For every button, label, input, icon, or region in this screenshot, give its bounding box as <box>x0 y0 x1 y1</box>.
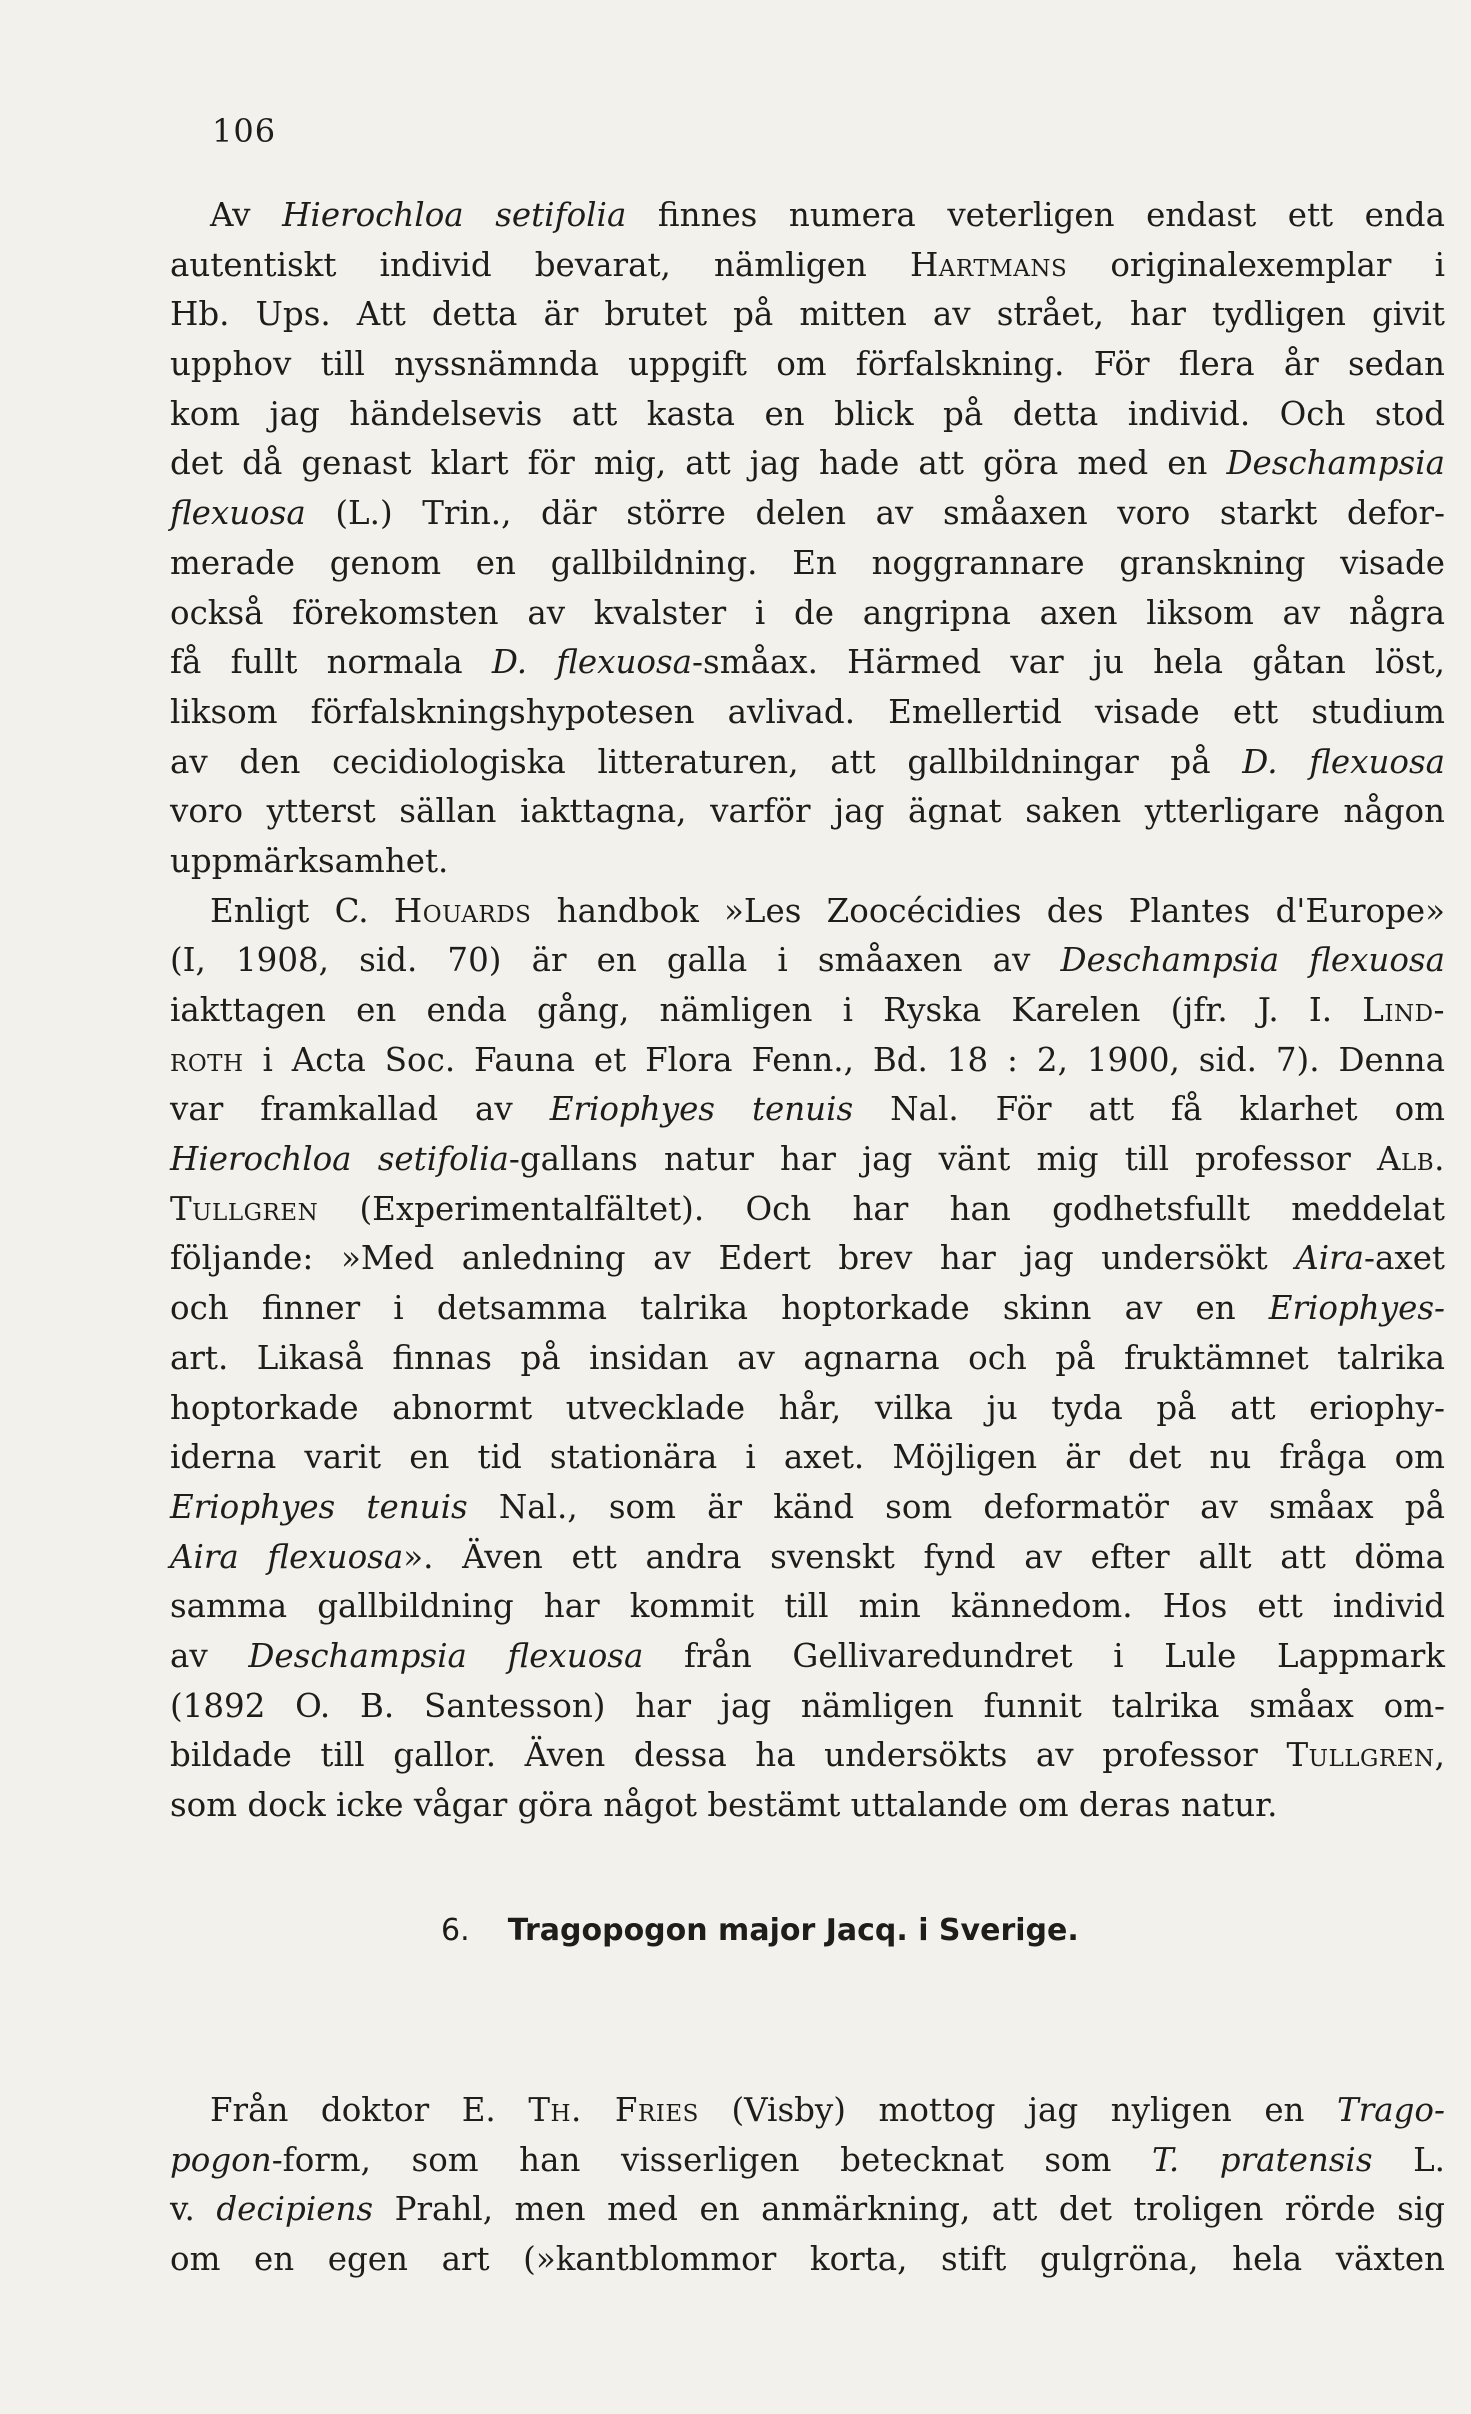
text-run: Från doktor E. <box>210 2091 529 2129</box>
text-run: (Visby) mottog jag nyligen en <box>698 2091 1338 2129</box>
italic-term: Trago- <box>1337 2091 1445 2129</box>
text-line <box>170 489 1445 539</box>
text-run: -form, som han visserligen betecknat som <box>271 2140 1152 2179</box>
text-run: (1892 O. B. Santesson) har jag nämligen funnit talrika småax om- <box>170 1686 1445 1725</box>
text-run: Nal. För att få klarhet om <box>853 1090 1445 1129</box>
text-run: L. <box>1372 2140 1445 2179</box>
text-line <box>170 2235 1445 2285</box>
text-run: upphov till nyssnämnda uppgift om förfalskning. För flera år sedan <box>170 345 1445 384</box>
text-run: -småax. Härmed var ju hela gåtan löst, <box>692 643 1445 682</box>
italic-term: flexuosa <box>170 494 306 533</box>
text-run: var framkallad av <box>170 1090 550 1129</box>
text-line <box>170 539 1445 589</box>
italic-term: pogon <box>170 2140 272 2179</box>
text-run: , <box>1434 1736 1445 1775</box>
text-run: liksom förfalskningshypotesen avlivad. Emellertid visade ett studium <box>170 692 1445 731</box>
text-line <box>170 191 1445 241</box>
small-caps-name: Alb. <box>1377 1140 1445 1179</box>
text-line <box>170 1433 1445 1483</box>
text-line <box>170 2185 1445 2235</box>
italic-term: T. pratensis <box>1152 2140 1373 2179</box>
text-line <box>170 1682 1445 1732</box>
text-line <box>170 1483 1445 1533</box>
text-run: iakttagen en enda gång, nämligen i Ryska Karelen (jfr. J. I. <box>170 991 1363 1029</box>
text-line <box>170 1185 1445 1235</box>
text-run: också förekomsten av kvalster i de angripna axen liksom av några <box>170 593 1445 632</box>
text-line <box>170 1632 1445 1682</box>
italic-term: Deschampsia flexuosa <box>1060 941 1445 980</box>
text-run: om en egen art (»kantblommor korta, stift gulgröna, hela växten <box>170 2240 1445 2279</box>
body-text-section-2 <box>170 2086 1445 2285</box>
italic-term: Aira <box>1295 1239 1365 1278</box>
text-run: uppmärksamhet. <box>170 841 449 880</box>
text-run: av den cecidiologiska litteraturen, att gallbildningar på <box>170 742 1243 781</box>
small-caps-name: Tullgren <box>170 1189 319 1228</box>
text-line <box>170 2086 1445 2136</box>
text-line <box>170 1234 1445 1284</box>
text-line <box>170 837 1445 887</box>
text-run: (I, 1908, sid. 70) är en galla i småaxen av <box>170 941 1061 980</box>
italic-term: Eriophyes tenuis <box>170 1487 468 1526</box>
text-run: som dock icke vågar göra något bestämt uttalande om deras natur. <box>170 1786 1278 1824</box>
italic-term: Deschampsia flexuosa <box>248 1636 644 1675</box>
text-run: Av <box>210 196 283 234</box>
text-run: få fullt normala <box>170 643 492 682</box>
section-number: 6. <box>441 1913 470 1948</box>
text-run: v. <box>170 2190 217 2229</box>
text-run: (L.) Trin., där större delen av småaxen voro starkt defor- <box>305 494 1445 533</box>
italic-term: Eriophyes tenuis <box>549 1090 854 1129</box>
text-line <box>170 1036 1445 1086</box>
text-line <box>170 887 1445 937</box>
text-line <box>170 1334 1445 1384</box>
italic-term: Aira flexuosa <box>170 1537 404 1576</box>
italic-term: Deschampsia <box>1226 444 1445 483</box>
text-run: kom jag händelsevis att kasta en blick på detta individ. Och stod <box>170 394 1445 433</box>
text-run: bildade till gallor. Även dessa ha undersökts av professor <box>170 1736 1287 1775</box>
text-line <box>170 439 1445 489</box>
text-run: voro ytterst sällan iakttagna, varför jag ägnat saken ytterligare någon <box>170 792 1445 831</box>
italic-term: D. flexuosa <box>491 643 693 682</box>
small-caps-name: Tullgren <box>1286 1736 1435 1775</box>
italic-term: decipiens <box>216 2190 374 2229</box>
small-caps-name: Houards <box>393 891 532 930</box>
text-run: Hb. Ups. Att detta är brutet på mitten av strået, har tydligen givit <box>170 295 1445 334</box>
text-run: från Gellivaredundret i Lule Lappmark <box>643 1636 1445 1675</box>
text-line <box>170 1781 1445 1831</box>
text-run: det då genast klart för mig, att jag hade att göra med en <box>170 444 1227 483</box>
text-line <box>170 1085 1445 1135</box>
text-line <box>170 986 1445 1036</box>
text-run: och finner i detsamma talrika hoptorkade skinn av en <box>170 1289 1269 1328</box>
small-caps-name: Hartmans <box>909 245 1068 284</box>
text-line <box>170 2136 1445 2186</box>
body-text-section <box>170 191 1445 1831</box>
text-run: i Acta Soc. Fauna et Flora Fenn., Bd. 18 : 2, 1900, sid. 7). Denna <box>243 1040 1445 1079</box>
text-line <box>170 290 1445 340</box>
text-run: art. Likaså finnas på insidan av agnarna och på fruktämnet talrika <box>170 1338 1445 1377</box>
text-line <box>170 340 1445 390</box>
text-run: iderna varit en tid stationära i axet. Möjligen är det nu fråga om <box>170 1438 1445 1477</box>
italic-term: Hierochloa setifolia <box>282 196 627 234</box>
text-run: (Experimentalfältet). Och har han godhetsfullt meddelat <box>318 1189 1445 1228</box>
text-run: -axet <box>1364 1239 1445 1278</box>
text-line <box>170 589 1445 639</box>
text-run: hoptorkade abnormt utvecklade hår, vilka ju tyda på att eriophy- <box>170 1388 1445 1427</box>
section-heading <box>441 1913 1079 1948</box>
small-caps-name: Th. Fries <box>528 2091 699 2129</box>
text-run: Enligt C. <box>210 891 394 930</box>
text-line <box>170 241 1445 291</box>
text-line <box>170 936 1445 986</box>
text-run: autentiskt individ bevarat, nämligen <box>170 245 910 284</box>
text-line <box>170 1284 1445 1334</box>
text-run: följande: »Med anledning av Edert brev har jag undersökt <box>170 1239 1296 1278</box>
text-run: originalexemplar i <box>1067 245 1445 284</box>
section-title: Tragopogon major Jacq. i Sverige. <box>507 1913 1079 1948</box>
text-line <box>170 738 1445 788</box>
text-line <box>170 1384 1445 1434</box>
text-line <box>170 638 1445 688</box>
text-run: samma gallbildning har kommit till min kännedom. Hos ett individ <box>170 1587 1445 1626</box>
text-run: finnes numera veterligen endast ett enda <box>626 196 1445 234</box>
text-line <box>170 1582 1445 1632</box>
text-run: handbok »Les Zoocécidies des Plantes d'Europe» <box>531 891 1445 930</box>
italic-term: D. flexuosa <box>1242 742 1446 781</box>
text-run: -gallans natur har jag vänt mig till professor <box>508 1140 1377 1179</box>
small-caps-name: roth <box>170 1040 244 1079</box>
italic-term: Hierochloa setifolia <box>170 1140 509 1179</box>
text-line <box>170 688 1445 738</box>
page-number: 106 <box>212 112 277 150</box>
text-run: ». Även ett andra svenskt fynd av efter allt att döma <box>403 1537 1445 1576</box>
text-line <box>170 1135 1445 1185</box>
text-line <box>170 1731 1445 1781</box>
small-caps-name: Lind- <box>1362 991 1445 1029</box>
text-run: av <box>170 1636 249 1675</box>
text-run: merade genom en gallbildning. En noggrannare granskning visade <box>170 543 1445 582</box>
text-run: Nal., som är känd som deformatör av småax på <box>467 1487 1445 1526</box>
text-run: Prahl, men med en anmärkning, att det troligen rörde sig <box>373 2190 1445 2229</box>
text-line <box>170 1533 1445 1583</box>
text-line <box>170 787 1445 837</box>
italic-term: Eriophyes- <box>1268 1289 1445 1328</box>
text-line <box>170 390 1445 440</box>
